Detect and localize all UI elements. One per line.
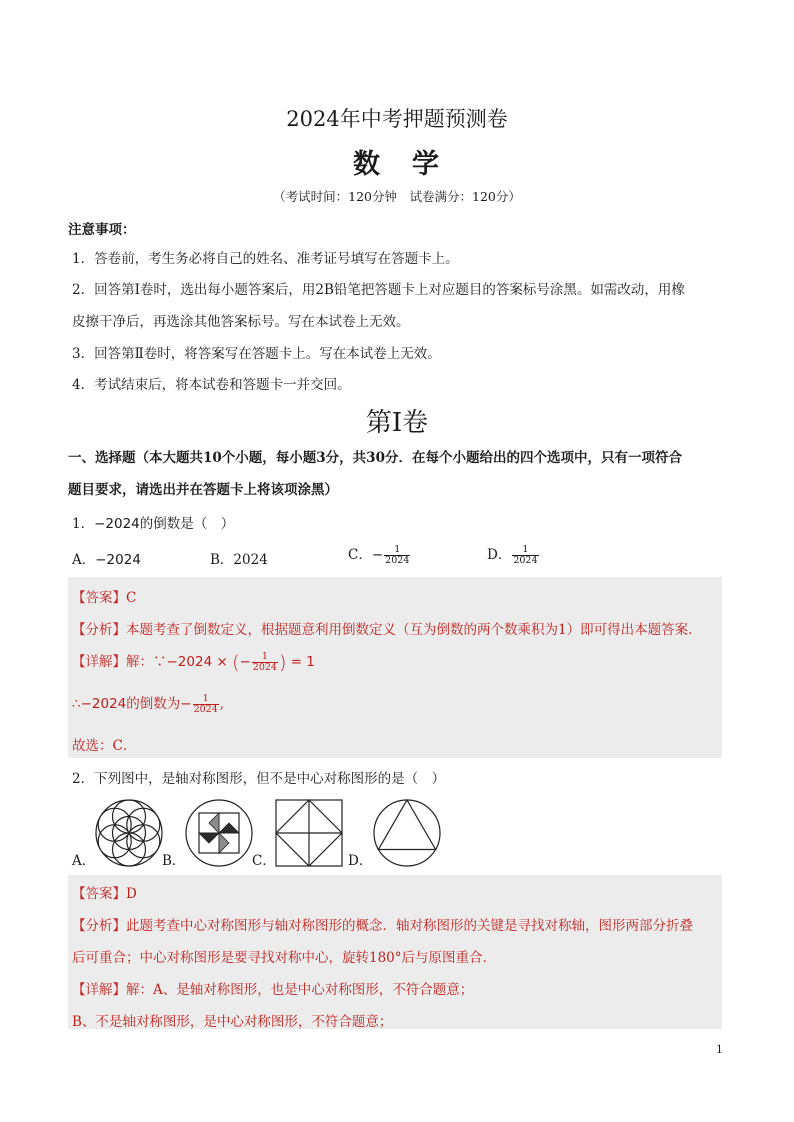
q1-text: 的倒数是（ ） — [139, 516, 235, 532]
q1-option-a-label: A． — [72, 552, 96, 568]
q1-therefore — [72, 692, 224, 715]
q1-expression: −2024 — [94, 516, 140, 532]
q1-option-b-label: B． — [210, 552, 234, 568]
left-paren: ( — [232, 651, 240, 674]
note-item-2-line-2: 皮擦干净后，再选涂其他答案标号。写在本试卷上无效。 — [72, 314, 410, 330]
q2-text: 下列图中，是轴对称图形，但不是中心对称图形的是（ ） — [94, 771, 446, 787]
q1-option-d-label: D． — [487, 547, 512, 563]
notes-heading: 注意事项： — [68, 222, 136, 238]
therefore-text: 的倒数为 — [126, 696, 181, 712]
detail-expression-sign: − — [239, 654, 251, 670]
therefore-fraction — [193, 694, 219, 715]
fraction-numerator: 1 — [522, 544, 529, 555]
q2-detail-line-1 — [72, 978, 473, 998]
analysis-tag: 【分析】 — [72, 918, 126, 934]
note-item-3: 3．回答第Ⅱ卷时，将答案写在答题卡上。写在本试卷上无效。 — [72, 346, 441, 362]
q2-figure-a-flower-icon — [94, 798, 164, 868]
q1-option-b — [210, 548, 268, 568]
q2-figure-b-pinwheel-icon — [184, 798, 254, 868]
q1-answer — [72, 586, 136, 606]
answer-value: C — [126, 590, 137, 606]
section-title: 第Ⅰ卷 — [365, 408, 429, 438]
q1-option-a-value: −2024 — [95, 552, 141, 568]
q2-stem — [72, 767, 445, 787]
q1-option-c-sign: − — [371, 547, 384, 563]
analysis-text: 本题考查了倒数定义，根据题意利用倒数定义（互为倒数的两个数乘积为1）即可得出本题答案． — [126, 622, 702, 638]
exam-info: （考试时间：120分钟 试卷满分：120分） — [273, 189, 521, 204]
q2-answer — [72, 882, 137, 902]
q1-option-a — [72, 548, 141, 568]
q1-option-c — [348, 543, 411, 566]
right-paren: ) — [278, 651, 287, 674]
detail-fraction — [252, 652, 278, 673]
q1-detail — [72, 650, 315, 674]
q2-figure-d-triangle-circle-icon — [372, 798, 442, 868]
q2-detail-line-2: B、不是轴对称图形，是中心对称图形，不符合题意； — [72, 1014, 393, 1030]
q1-option-c-label: C． — [348, 547, 372, 563]
q2-option-b-label: B． — [162, 853, 186, 869]
answer-tag: 【答案】 — [72, 590, 126, 606]
q2-option-c-label: C． — [252, 853, 276, 869]
fraction-numerator: 1 — [261, 651, 268, 662]
subject-char-1: 数 — [353, 149, 382, 180]
fraction-denominator: 2024 — [513, 555, 538, 566]
therefore-symbol: ∴ — [72, 696, 81, 712]
therefore-end: , — [219, 696, 225, 712]
analysis-tag: 【分析】 — [72, 622, 126, 638]
q1-number: 1． — [72, 516, 95, 532]
q2-figure-c-square-diamond-icon — [274, 798, 344, 868]
therefore-sign: − — [180, 696, 192, 712]
subject-title — [0, 142, 794, 181]
note-item-1: 1．答卷前，考生务必将自己的姓名、准考证号填写在答题卡上。 — [72, 251, 459, 267]
detail-expression-left: −2024 × — [166, 654, 233, 670]
q1-analysis — [72, 618, 702, 638]
detail-prefix: 解：∵ — [126, 654, 167, 670]
note-item-2-line-1: 2．回答第Ⅰ卷时，选出每小题答案后，用2B铅笔把答题卡上对应题目的答案标号涂黑。如需改动，用橡 — [72, 282, 685, 298]
page-number: 1 — [716, 1043, 723, 1056]
q2-option-a-label: A． — [72, 853, 96, 869]
detail-text: 解：A、是轴对称图形，也是中心对称图形，不符合题意； — [126, 982, 474, 998]
part1-instructions-line-2: 题目要求，请选出并在答题卡上将该项涂黑） — [68, 482, 338, 498]
answer-value: D — [126, 886, 137, 902]
q2-option-d-label: D． — [348, 853, 373, 869]
answer-tag: 【答案】 — [72, 886, 126, 902]
fraction-numerator: 1 — [202, 693, 209, 704]
exam-title: 2024年中考押题预测卷 — [286, 107, 508, 131]
q2-analysis-line-2: 后可重合；中心对称图形是要寻找对称中心，旋转180°后与原图重合． — [72, 950, 497, 966]
fraction-denominator: 2024 — [252, 662, 277, 673]
q1-option-c-fraction — [384, 545, 410, 566]
therefore-expression: −2024 — [80, 696, 127, 712]
q1-stem — [72, 512, 234, 532]
fraction-denominator: 2024 — [385, 555, 410, 566]
fraction-numerator: 1 — [394, 544, 401, 555]
q1-option-d — [487, 543, 540, 566]
q1-choose: 故选：C． — [72, 738, 137, 754]
detail-tag: 【详解】 — [72, 982, 126, 998]
q1-option-d-fraction — [512, 545, 538, 566]
q1-option-b-value: 2024 — [233, 552, 268, 568]
note-item-4: 4．考试结束后，将本试卷和答题卡一并交回。 — [72, 377, 351, 393]
subject-char-2: 学 — [412, 149, 441, 180]
q2-analysis-line-1 — [72, 914, 693, 934]
q2-number: 2． — [72, 771, 95, 787]
detail-tag: 【详解】 — [72, 654, 126, 670]
detail-expression-right: = 1 — [286, 654, 315, 670]
fraction-denominator: 2024 — [193, 704, 218, 715]
part1-instructions-line-1: 一、选择题（本大题共10个小题，每小题3分，共30分．在每个小题给出的四个选项中，只有一项符合 — [68, 450, 682, 466]
analysis-text: 此题考查中心对称图形与轴对称图形的概念．轴对称图形的关键是寻找对称轴，图形两部分折叠 — [126, 918, 693, 934]
